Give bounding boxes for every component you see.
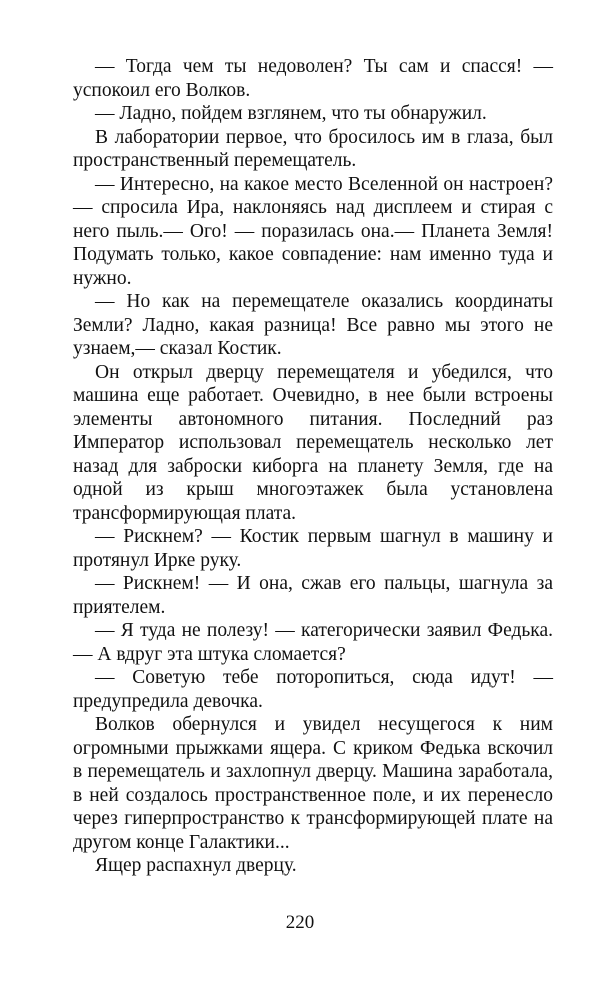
paragraph-11: Волков обернулся и увидел несущегося к ним огромными прыжками ящера. С криком Федька вскочил в перемещатель и захлопнул дверцу. Машина заработала, в ней создалось пространственное поле, и их перенесло через гиперпространство к трансформирующей плате на другом конце Галактики... (73, 714, 553, 853)
paragraph-2: — Ладно, пойдем взглянем, что ты обнаружил. (95, 103, 487, 124)
body-text (73, 55, 553, 878)
paragraph-4: — Интересно, на какое место Вселенной он настроен? — спросила Ира, наклоняясь над дисплеем и стирая с него пыль.— Ого! — поразилась она.— Планета Земля! Подумать только, какое совпадение: нам именно туда и нужно. (73, 173, 553, 289)
paragraph-5: — Но как на перемещателе оказались координаты Земли? Ладно, какая разница! Все равно мы этого не узнаем,— сказал Костик. (73, 291, 553, 359)
page-number: 220 (285, 912, 315, 933)
paragraph-10: — Советую тебе поторопиться, сюда идут! — предупредила девочка. (73, 667, 553, 712)
paragraph-3: В лаборатории первое, что бросилось им в глаза, был пространственный перемещатель. (73, 126, 553, 171)
paragraph-7: — Рискнем? — Костик первым шагнул в машину и протянул Ирке руку. (73, 526, 553, 571)
paragraph-6: Он открыл дверцу перемещателя и убедился, что машина еще работает. Очевидно, в нее были встроены элементы автономного питания. Последний раз Император использовал перемещатель несколько лет назад для заброски киборга на планету Земля, где на одной из крыш многоэтажек была установлена трансформирующая плата. (73, 361, 553, 524)
paragraph-12: Ящер распахнул дверцу. (95, 855, 297, 876)
paragraph-1: — Тогда чем ты недоволен? Ты сам и спасся! — успокоил его Волков. (73, 56, 553, 101)
paragraph-8: — Рискнем! — И она, сжав его пальцы, шагнула за приятелем. (73, 573, 553, 618)
paragraph-9: — Я туда не полезу! — категорически заявил Федька.— А вдруг эта штука сломается? (73, 620, 553, 665)
